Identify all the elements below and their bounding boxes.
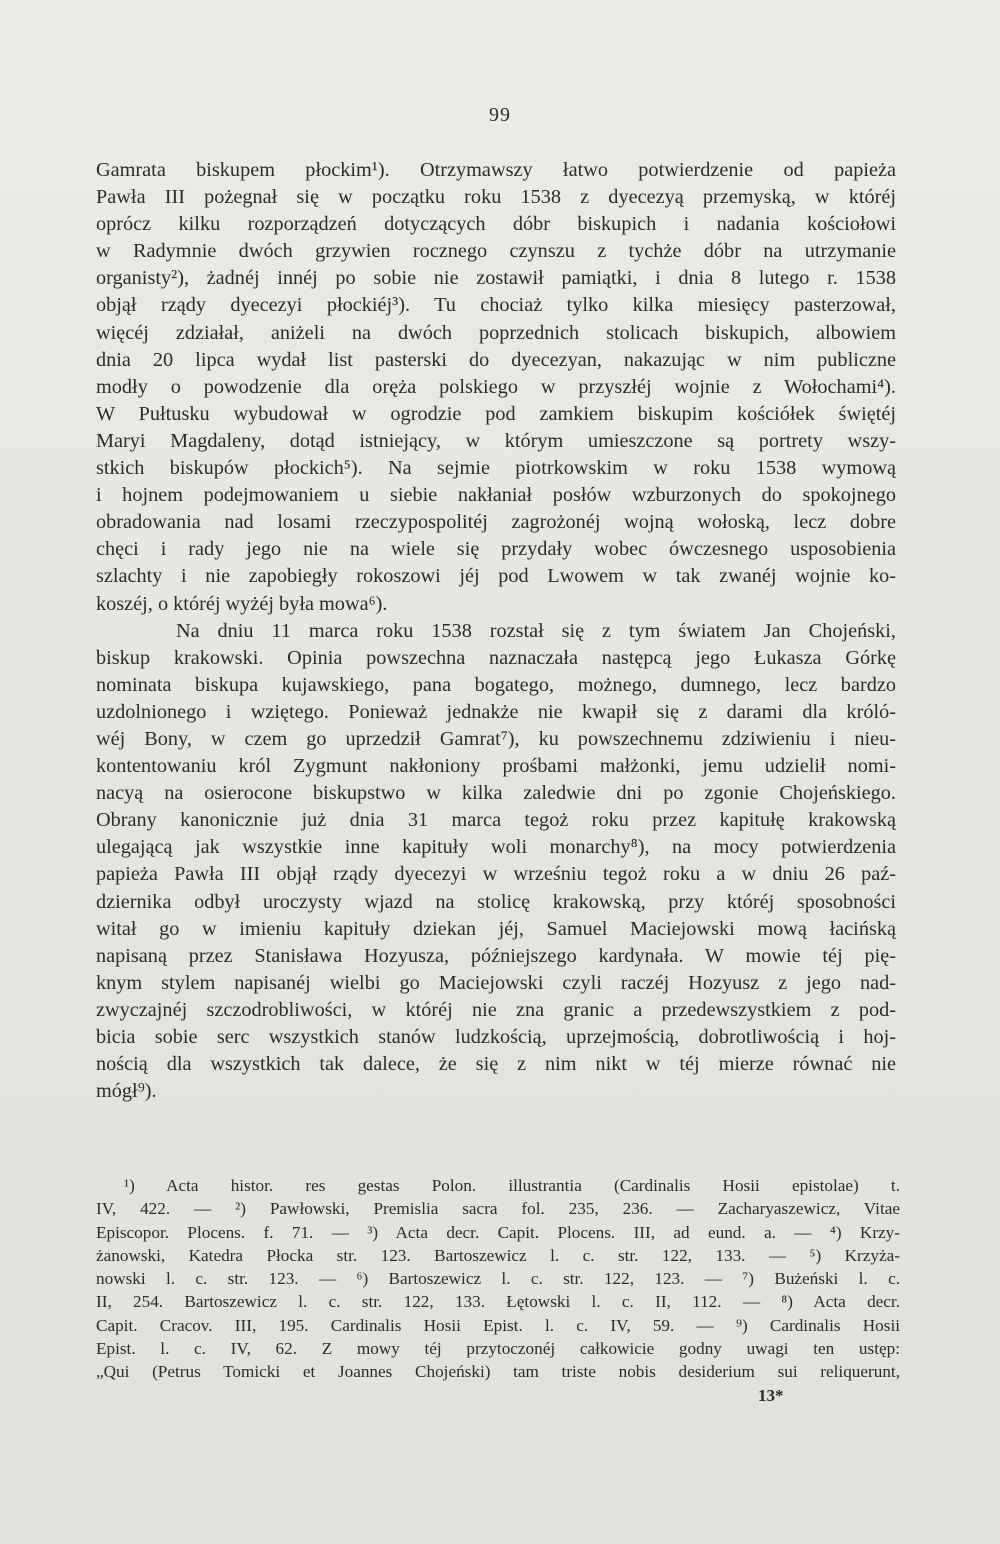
text-line: nominata biskupa kujawskiego, pana bogatego, możnego, dumnego, lecz bardzo [96,673,896,696]
footnote-line: II, 254. Bartoszewicz l. c. str. 122, 133. Łętowski l. c. II, 112. — ⁸) Acta decr. [96,1292,900,1312]
text-line: chęci i rady jego nie na wiele się przydały wobec ówczesnego usposobienia [96,538,896,561]
text-line: biskup krakowski. Opinia powszechna naznaczała następcą jego Łukasza Górkę [96,646,896,669]
text-line: Maryi Magdaleny, dotąd istniejący, w którym umieszczone są portrety wszy- [96,429,896,452]
text-line: bicia sobie serc wszystkich stanów ludzkością, uprzejmością, dobrotliwością i hoj- [96,1026,896,1048]
text-line: Pawła III pożegnał się w początku roku 1538 z dyecezyą przemyską, w któréj [96,186,896,209]
paragraph-end-line: koszéj, o któréj wyżéj była mowa⁶). [96,592,388,615]
paragraph-start-line: Na dniu 11 marca roku 1538 rozstał się z tym światem Jan Chojeński, [176,619,896,642]
text-line: w Radymnie dwóch grzywien rocznego czynszu z tychże dóbr na utrzymanie [96,240,896,263]
page-number: 99 [489,104,511,126]
text-line: witał go w imieniu kapituły dziekan jéj, Samuel Maciejowski mową łacińską [96,917,896,940]
text-line: objął rządy dyecezyi płockiéj³). Tu chociaż tylko kilka miesięcy pasterzował, [96,294,896,317]
text-line: szlachty i nie zapobiegły rokoszowi jéj pod Lwowem w tak zwanéj wojnie ko- [96,565,896,588]
text-line: nacyą na osierocone biskupstwo w kilka zaledwie dni po zgonie Chojeńskiego. [96,782,896,805]
text-line: modły o powodzenie dla oręża polskiego w przyszłéj wojnie z Wołochami⁴). [96,375,896,398]
text-line: dnia 20 lipca wydał list pasterski do dyecezyan, nakazując w nim publiczne [96,348,896,371]
text-line: uzdolnionego i wziętego. Ponieważ jednakże nie kwapił się z darami dla króló- [96,700,896,723]
text-line: zwyczajnéj szczodrobliwości, w któréj nie zna granic a przedewszystkiem z pod- [96,998,896,1021]
footnotes [96,1174,900,1384]
text-line: napisaną przez Stanisława Hozyusza, późniejszego kardynała. W mowie téj pię- [96,944,896,967]
footnote-line: „Qui (Petrus Tomicki et Joannes Chojeński) tam triste nobis desiderium sui reliquerunt, [96,1362,900,1382]
footnote-line: nowski l. c. str. 123. — ⁶) Bartoszewicz l. c. str. 122, 123. — ⁷) Bużeński l. c. [96,1269,900,1289]
footnote-line: IV, 422. — ²) Pawłowski, Premislia sacra fol. 235, 236. — Zacharyaszewicz, Vitae [96,1199,900,1219]
text-line: ulegającą jak wszystkie inne kapituły woli monarchy⁸), na mocy potwierdzenia [96,836,896,859]
text-line: i hojnem podejmowaniem u siebie nakłaniał posłów wzburzonych do spokojnego [96,484,896,507]
text-line: więcéj zdziałał, aniżeli na dwóch poprzednich stolicach biskupich, albowiem [96,321,896,344]
text-line: W Pułtusku wybudował w ogrodzie pod zamkiem biskupim kościółek świętéj [96,402,896,425]
text-line: Gamrata biskupem płockim¹). Otrzymawszy łatwo potwierdzenie od papieża [96,159,896,181]
footnote-line: Capit. Cracov. III, 195. Cardinalis Hosii Epist. l. c. IV, 59. — ⁹) Cardinalis Hosii [96,1315,900,1335]
printer-signature-mark: 13* [758,1386,784,1405]
footnote-line: Epist. l. c. IV, 62. Z mowy téj przytoczonéj całkowicie godny uwagi ten ustęp: [96,1339,900,1359]
footnote-line: ¹) Acta histor. res gestas Polon. illustrantia (Cardinalis Hosii epistolae) t. [124,1176,900,1195]
text-line: obradowania nad losami rzeczypospolitéj zagrożonéj wojną wołoską, lecz dobre [96,511,896,534]
text-line: wéj Bony, w czem go uprzedził Gamrat⁷), ku powszechnemu zdziwieniu i nieu- [96,727,896,750]
text-line: dziernika odbył uroczysty wjazd na stolicę krakowską, przy któréj sposobności [96,890,896,913]
main-text [96,157,896,1105]
paragraph-end-line: mógł⁹). [96,1080,157,1103]
text-line: organisty²), żadnéj innéj po sobie nie zostawił pamiątki, i dnia 8 lutego r. 1538 [96,267,896,290]
text-line: Obrany kanonicznie już dnia 31 marca tegoż roku przez kapitułę krakowską [96,809,896,832]
text-line: knym stylem napisanéj wielbi go Maciejowski czyli raczéj Hozyusz z jego nad- [96,971,896,994]
text-line: nością dla wszystkich tak dalece, że się z nim nikt w téj mierze równać nie [96,1053,896,1076]
text-line: stkich biskupów płockich⁵). Na sejmie piotrkowskim w roku 1538 wymową [96,457,896,480]
footnote-line: żanowski, Katedra Płocka str. 123. Bartoszewicz l. c. str. 122, 133. — ⁵) Krzyża- [96,1245,900,1265]
footnote-line: Episcopor. Plocens. f. 71. — ³) Acta decr. Capit. Plocens. III, ad eund. a. — ⁴) Krzy- [96,1222,900,1242]
text-line: papieża Pawła III objął rządy dyecezyi w wrześniu tegoż roku a w dniu 26 paź- [96,863,896,886]
text-line: oprócz kilku rozporządzeń dotyczących dóbr biskupich i nadania kościołowi [96,213,896,236]
text-line: kontentowaniu król Zygmunt nakłoniony prośbami małżonki, jemu udzielił nomi- [96,755,896,778]
